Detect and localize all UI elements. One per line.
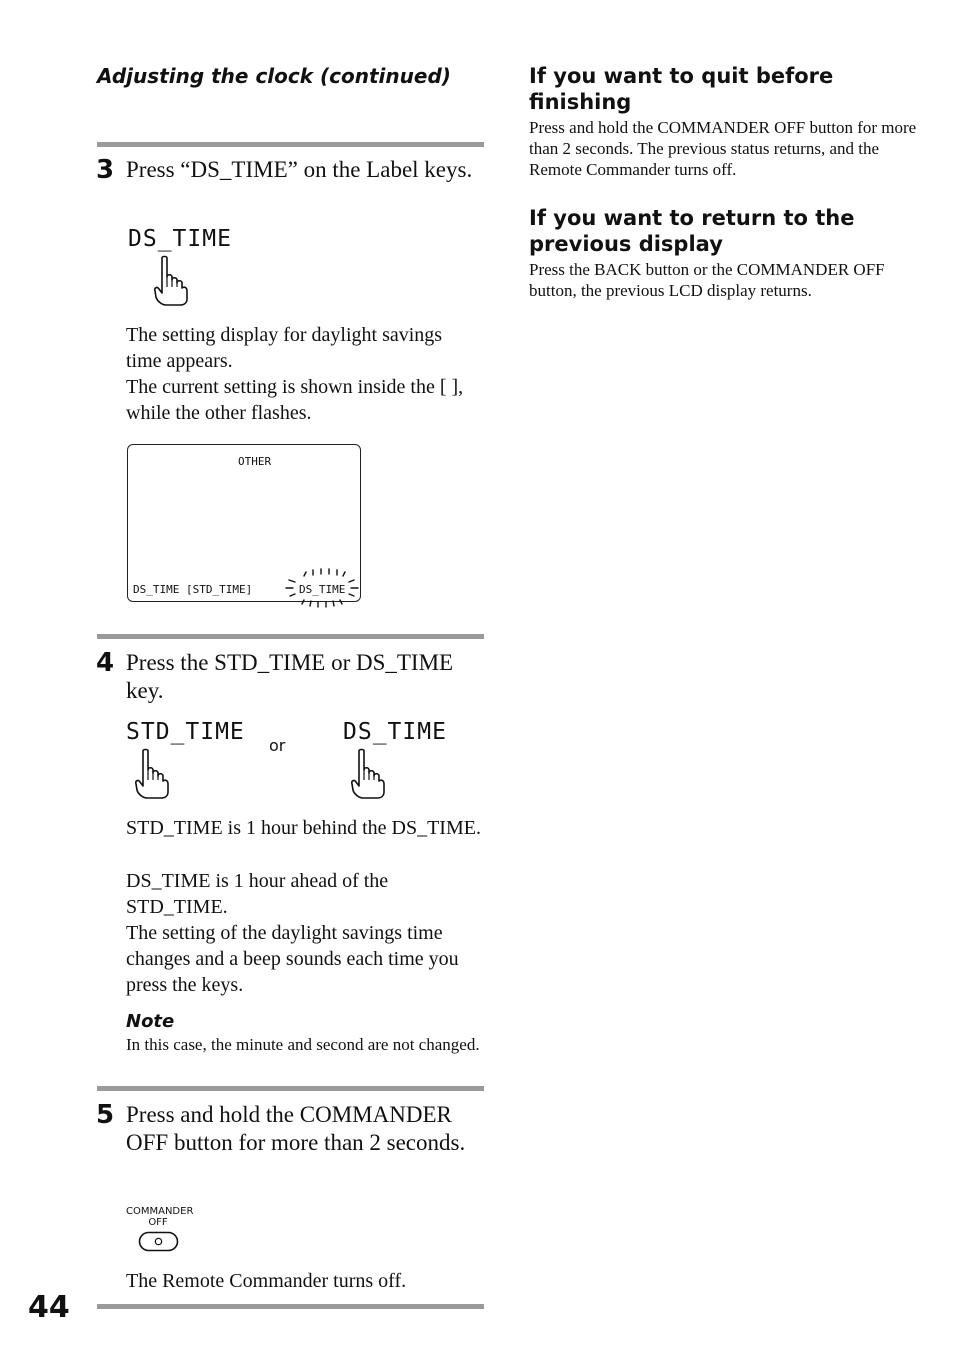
lcd-title: OTHER	[238, 455, 272, 468]
step-description: The current setting is shown inside the [ ], while the other flashes.	[126, 376, 464, 424]
note-text: In this case, the minute and second are not changed.	[126, 1035, 480, 1054]
return-text: Press the BACK button or the COMMANDER OFF button, the previous LCD display returns.	[529, 260, 885, 300]
step-description: The Remote Commander turns off.	[126, 1270, 407, 1292]
step-divider	[97, 1086, 484, 1091]
ds-time-key-label: DS_TIME	[343, 719, 447, 745]
pointing-hand-icon	[349, 748, 389, 800]
step-number: 3	[96, 155, 115, 185]
pointing-hand-icon	[133, 748, 173, 800]
pointing-hand-icon	[152, 255, 192, 307]
bottom-rule	[97, 1304, 484, 1309]
step-instruction: Press “DS_TIME” on the Label keys.	[126, 157, 473, 182]
commander-off-label	[126, 1206, 194, 1228]
lcd-flashing-option: DS_TIME	[299, 583, 346, 596]
step-number: 5	[96, 1100, 115, 1130]
section-header: Adjusting the clock (continued)	[97, 64, 451, 88]
note-title: Note	[126, 1011, 175, 1032]
step-description: The setting display for daylight savings time appears.	[126, 324, 443, 372]
quit-text: Press and hold the COMMANDER OFF button for more than 2 seconds. The previous status returns, and the Remote Commander turns off.	[529, 118, 917, 179]
step-number: 4	[96, 648, 115, 678]
step-divider	[97, 142, 484, 147]
step-divider	[97, 634, 484, 639]
step-instruction: Press and hold the COMMANDER OFF button for more than 2 seconds.	[126, 1102, 466, 1155]
or-label: or	[269, 736, 286, 755]
step-description: STD_TIME is 1 hour behind the DS_TIME.	[126, 817, 481, 839]
flashing-rays-icon	[284, 566, 360, 608]
step-description: DS_TIME is 1 hour ahead of the STD_TIME.	[126, 870, 389, 918]
quit-heading: If you want to quit before finishing	[529, 64, 834, 114]
return-heading: If you want to return to the previous display	[529, 206, 855, 256]
lcd-display	[127, 444, 361, 602]
commander-label: COMMANDER	[126, 1206, 194, 1217]
ds-time-key-label: DS_TIME	[128, 226, 232, 252]
page-number: 44	[28, 1290, 70, 1325]
lcd-current-setting: DS_TIME [STD_TIME]	[133, 583, 253, 596]
commander-off-button-icon	[138, 1231, 180, 1253]
step-description: The setting of the daylight savings time changes and a beep sounds each time you press the keys.	[126, 922, 459, 996]
off-label: OFF	[148, 1217, 168, 1228]
std-time-key-label: STD_TIME	[126, 719, 245, 745]
step-instruction: Press the STD_TIME or DS_TIME key.	[126, 650, 454, 703]
